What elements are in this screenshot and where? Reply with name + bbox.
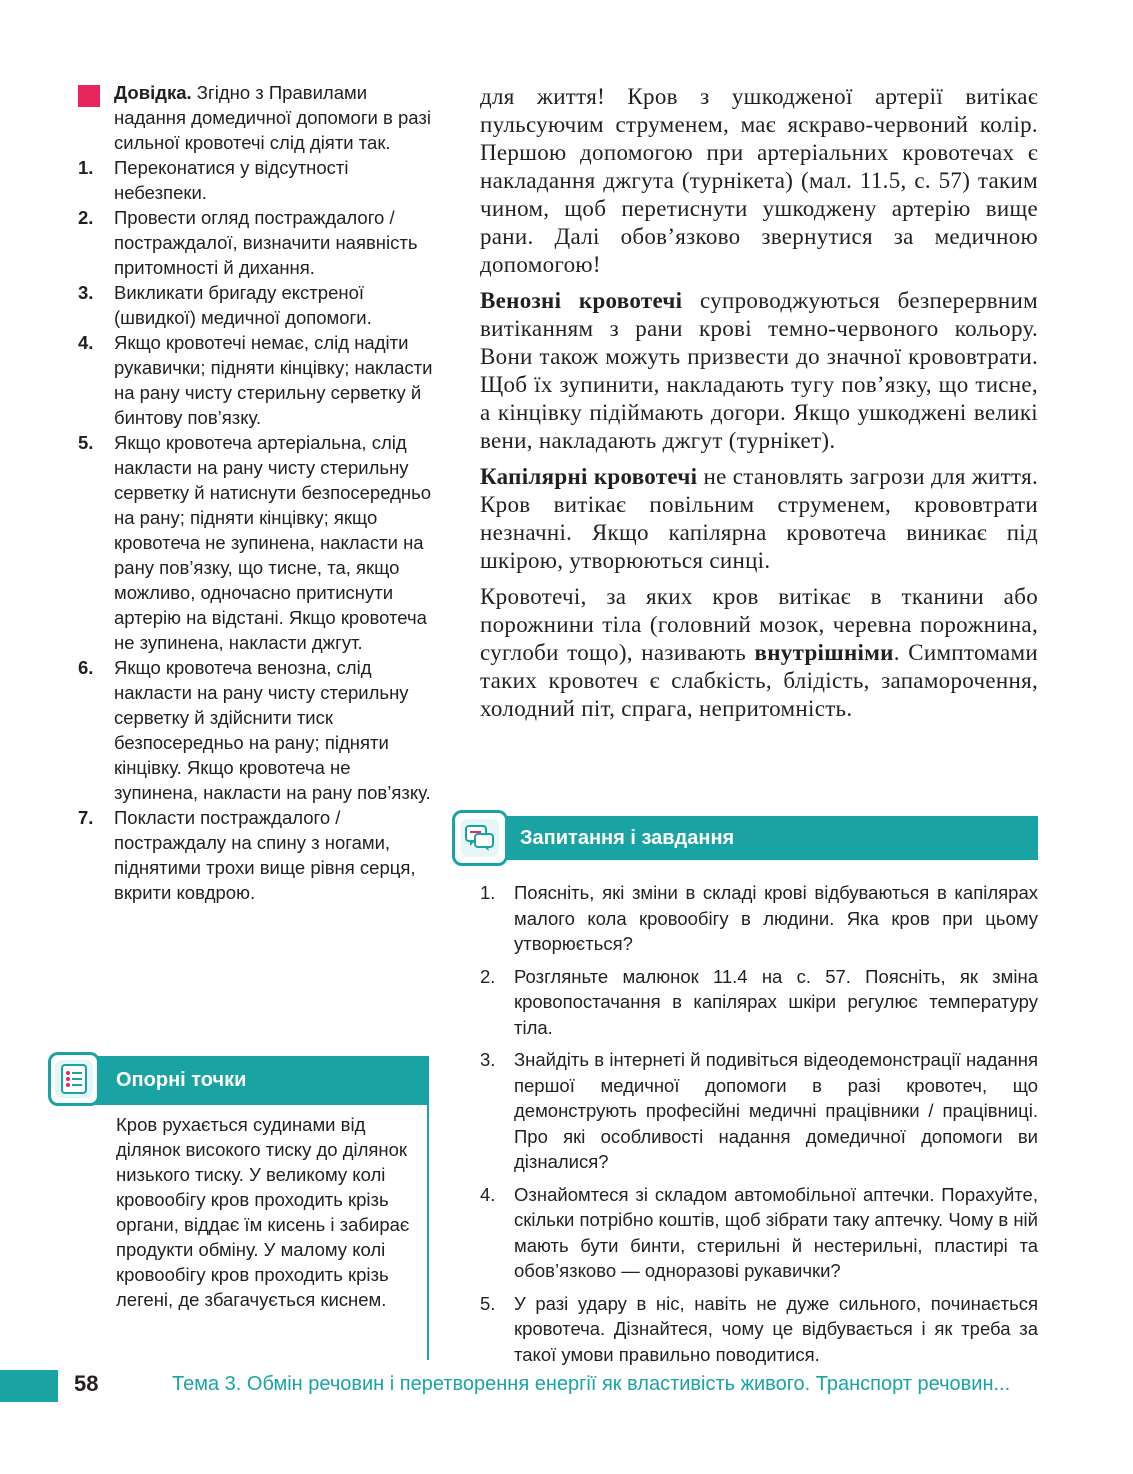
- venous-paragraph: [480, 287, 1038, 455]
- step-text: Провести огляд постраждалого / постраждалої, визначити наявність притомності й дихання.: [114, 207, 418, 278]
- questions-header: [480, 816, 1038, 860]
- step-text: Якщо кровотеча венозна, слід накласти на рану чисту стерильну серветку й здійснити тиск безпосередньо на рану; підняти кінцівку. Якщо кровотеча не зупинена, накласти на рану пов’язку.: [114, 657, 431, 803]
- question-text: Знайдіть в інтернеті й подивіться відеодемонстрації надання першої медичної допомоги в разі кровотеч, що демонструють професійні медичні працівники / працівниці. Про які особливості надання домедичної допомоги ви дізналися?: [514, 1049, 1038, 1172]
- key-points-title: Опорні точки: [116, 1069, 247, 1091]
- step-number: 1.: [78, 157, 94, 178]
- step-item: [78, 205, 433, 280]
- step-item: [78, 155, 433, 205]
- venous-text: супроводжуються безперервним витіканням з рани крові темно-червоного кольору. Вони також можуть призвести до значної крововтрати. Щоб їх зупинити, накладають тугу пов’язку, що тисне, а кінцівку підіймають догори. Якщо ушкоджені великі вени, накладають джгут (турнікет).: [480, 288, 1038, 453]
- question-item: [480, 1291, 1038, 1368]
- question-item: [480, 1047, 1038, 1175]
- key-points-divider: [427, 1082, 429, 1360]
- footer-accent-bar: [0, 1370, 58, 1402]
- question-number: 5.: [480, 1292, 496, 1314]
- capillary-paragraph: [480, 463, 1038, 575]
- running-title: Тема 3. Обмін речовин і перетворення енергії як властивість живого. Транспорт речовин...: [172, 1373, 1011, 1395]
- internal-text-end: . Симптомами таких кровотеч є слабкість, блідість, запаморочення, холодний піт, спрага, непритомність.: [480, 640, 1038, 721]
- question-number: 4.: [480, 1183, 496, 1205]
- reference-marker: [78, 85, 100, 107]
- main-text: [480, 83, 1038, 731]
- key-points-header: [76, 1056, 429, 1105]
- question-number: 3.: [480, 1049, 496, 1070]
- question-text: Поясніть, які зміни в складі крові відбуваються в капілярах малого кола кровообігу в людини. Яка кров при цьому утворюється?: [514, 882, 1038, 954]
- capillary-text: не становлять загрози для життя. Кров витікає повільним струменем, крововтрати незначні. Якщо капілярна кровотеча виникає під шкірою, утворюються синці.: [480, 464, 1038, 573]
- step-number: 6.: [78, 657, 94, 678]
- checklist-icon: [48, 1052, 100, 1106]
- step-item: [78, 805, 433, 905]
- question-item: [480, 880, 1038, 957]
- step-item: [78, 280, 433, 330]
- step-number: 7.: [78, 807, 94, 828]
- step-text: Покласти постраждалого / постраждалу на спину з ногами, піднятими трохи вище рівня серця, вкрити ковдрою.: [114, 807, 416, 903]
- arterial-paragraph: для життя! Кров з ушкодженої артерії витікає пульсуючим струменем, має яскраво-червоний колір. Першою допомогою при артеріальних кровотечах є накладання джгута (турнікета) (мал. 11.5, с. 57) таким чином, щоб перетиснути ушкоджену артерію вище рани. Далі обов’язково звернутися за медичною допомогою!: [480, 84, 1038, 277]
- venous-term: Венозні кровотечі: [480, 288, 683, 313]
- question-item: [480, 1182, 1038, 1284]
- question-number: 2.: [480, 965, 496, 987]
- step-text: Якщо кровотеча артеріальна, слід накласти на рану чисту стерильну серветку й натиснути безпосередньо на рану; підняти кінцівку; якщо кровотеча не зупинена, накласти на рану пов’язку, що тисне, та, якщо можливо, одночасно притиснути артерію на відстані. Якщо кровотеча не зупинена, накласти джгут.: [114, 432, 432, 653]
- step-item: [78, 430, 433, 655]
- question-text: Розгляньте малюнок 11.4 на с. 57. Поясніть, як зміна кровопостачання в капілярах шкіри регулює температуру тіла.: [514, 965, 1038, 1038]
- step-text: Викликати бригаду екстреної (швидкої) медичної допомоги.: [114, 282, 372, 328]
- internal-text-start: Кровотечі, за яких кров витікає в тканини або порожнини тіла (головний мозок, черевна порожнина, суглоби тощо), називають: [480, 584, 1038, 665]
- reference-title: Довідка.: [114, 82, 192, 103]
- page-number: 58: [74, 1371, 99, 1396]
- questions-title: Запитання і завдання: [520, 826, 735, 849]
- questions-list: [480, 880, 1038, 1374]
- step-text: Переконатися у відсутності небезпеки.: [114, 157, 349, 203]
- reference-intro: [78, 80, 433, 155]
- internal-term: внутрішніми: [754, 640, 894, 665]
- step-number: 4.: [78, 332, 94, 353]
- step-number: 5.: [78, 432, 94, 453]
- internal-paragraph: [480, 583, 1038, 723]
- question-text: У разі удару в ніс, навіть не дуже сильного, починається кровотеча. Дізнайтеся, чому це відбувається і як треба за такої умови правильно поводитися.: [514, 1292, 1038, 1365]
- steps-list: [78, 155, 433, 905]
- step-number: 2.: [78, 207, 94, 228]
- step-item: [78, 330, 433, 430]
- capillary-term: Капілярні кровотечі: [480, 464, 698, 489]
- step-number: 3.: [78, 282, 94, 303]
- reference-intro-text: Згідно з Правилами надання домедичної допомоги в разі сильної кровотечі слід діяти так.: [114, 82, 431, 153]
- question-text: Ознайомтеся зі складом автомобільної аптечки. Порахуйте, скільки потрібно коштів, щоб зібрати таку аптечку. Чому в ній мають бути бинти, стерильні й нестерильні, пластирі та обов’язково — одноразові рукавички?: [514, 1183, 1038, 1281]
- first-aid-reference: [78, 80, 433, 905]
- step-item: [78, 655, 433, 805]
- step-text: Якщо кровотечі немає, слід надіти рукавички; підняти кінцівку; накласти на рану чисту стерильну серветку й бинтову пов’язку.: [114, 332, 433, 428]
- key-points-text: Кров рухається судинами від ділянок високого тиску до ділянок низького тиску. У великому колі кровообігу кров проходить крізь органи, віддає їм кисень і забирає продукти обміну. У малому колі кровообігу кров проходить крізь легені, де збагачується киснем.: [116, 1114, 410, 1310]
- question-item: [480, 964, 1038, 1041]
- question-number: 1.: [480, 882, 496, 903]
- chat-icon: [452, 810, 508, 866]
